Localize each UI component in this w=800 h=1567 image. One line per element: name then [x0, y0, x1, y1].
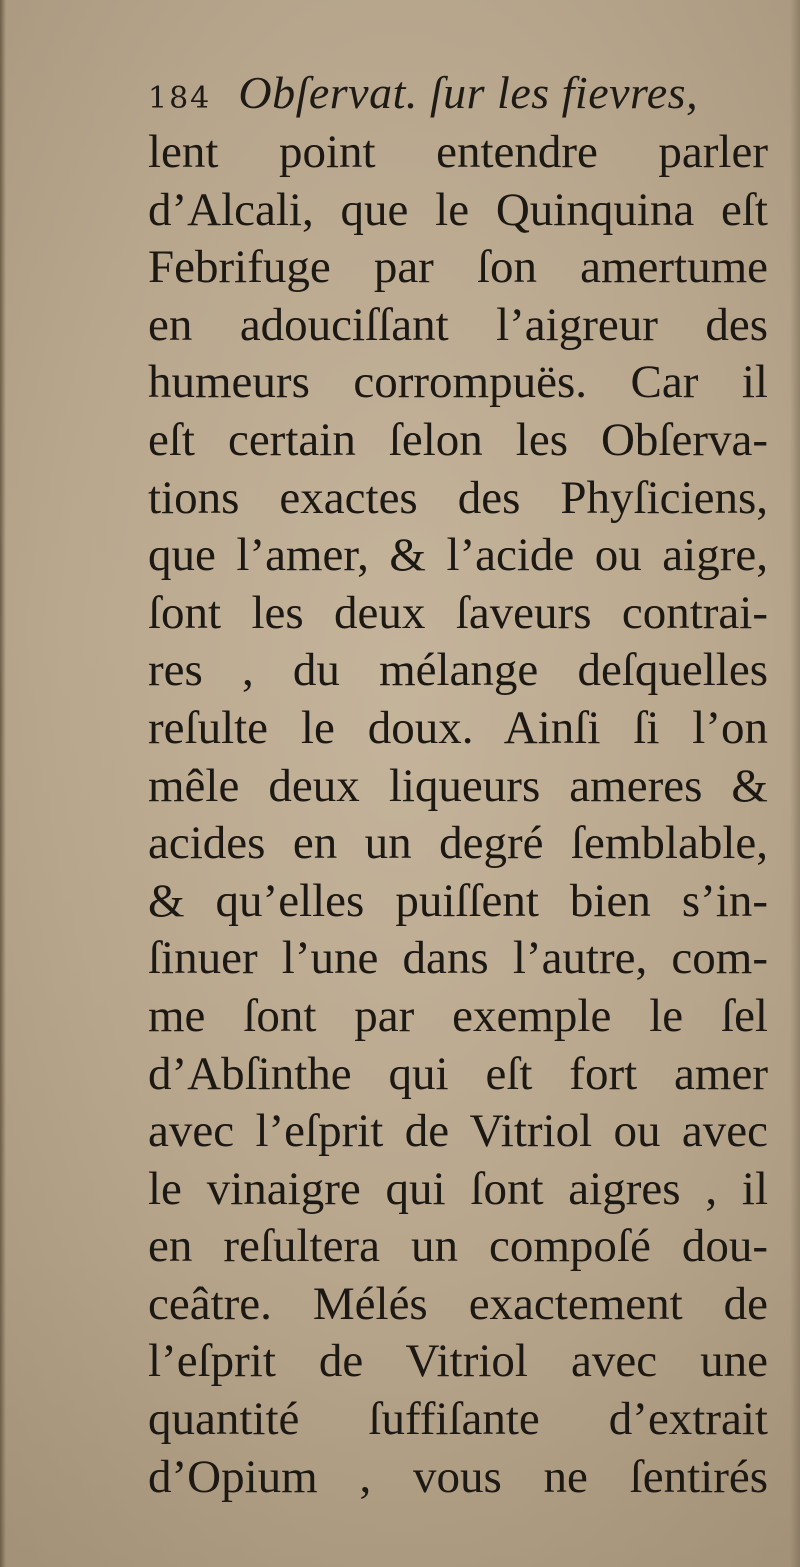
text-line: & qu’elles puiſſent bien s’in-	[148, 874, 768, 927]
text-line: avec l’eſprit de Vitriol ou avec	[148, 1105, 768, 1158]
text-line: en adouciſſant l’aigreur des	[148, 298, 768, 351]
text-line: l’eſprit de Vitriol avec une	[148, 1335, 768, 1388]
text-line: que l’amer, & l’acide ou aigre,	[148, 529, 768, 582]
text-line: d’Opium , vous ne ſentirés	[148, 1450, 768, 1503]
text-line: res , du mélange deſquelles	[148, 644, 768, 697]
running-title: Obſervat. ſur les fievres,	[238, 67, 699, 118]
text-line: reſulte le doux. Ainſi ſi l’on	[148, 701, 768, 754]
text-line: le vinaigre qui ſont aigres , il	[148, 1162, 768, 1215]
body-text	[148, 124, 768, 1506]
page-edge-shadow	[790, 0, 800, 1567]
text-line: Febrifuge par ſon amertume	[148, 241, 768, 294]
text-line: lent point entendre parler	[148, 126, 768, 178]
text-line: me ſont par exemple le ſel	[148, 989, 768, 1042]
text-line: ſont les deux ſaveurs contrai-	[148, 586, 768, 639]
text-line: quantité ſuffiſante d’extrait	[148, 1393, 768, 1446]
text-line: ſinuer l’une dans l’autre, com-	[148, 932, 768, 985]
text-line: mêle deux liqueurs ameres &	[148, 759, 768, 812]
text-line: d’Abſinthe qui eſt fort amer	[148, 1047, 768, 1100]
text-line: en reſultera un compoſé dou-	[148, 1220, 768, 1273]
text-line: d’Alcali, que le Quinquina eſt	[148, 183, 768, 236]
page-number: 184	[148, 81, 212, 116]
text-line: humeurs corrompuës. Car il	[148, 356, 768, 409]
running-header	[148, 66, 768, 128]
text-line: tions exactes des Phyſiciens,	[148, 471, 768, 524]
page-gutter-shadow	[0, 0, 6, 1567]
text-line: eſt certain ſelon les Obſerva-	[148, 413, 768, 466]
text-line: acides en un degré ſemblable,	[148, 817, 768, 870]
text-line: ceâtre. Mélés exactement de	[148, 1277, 768, 1330]
